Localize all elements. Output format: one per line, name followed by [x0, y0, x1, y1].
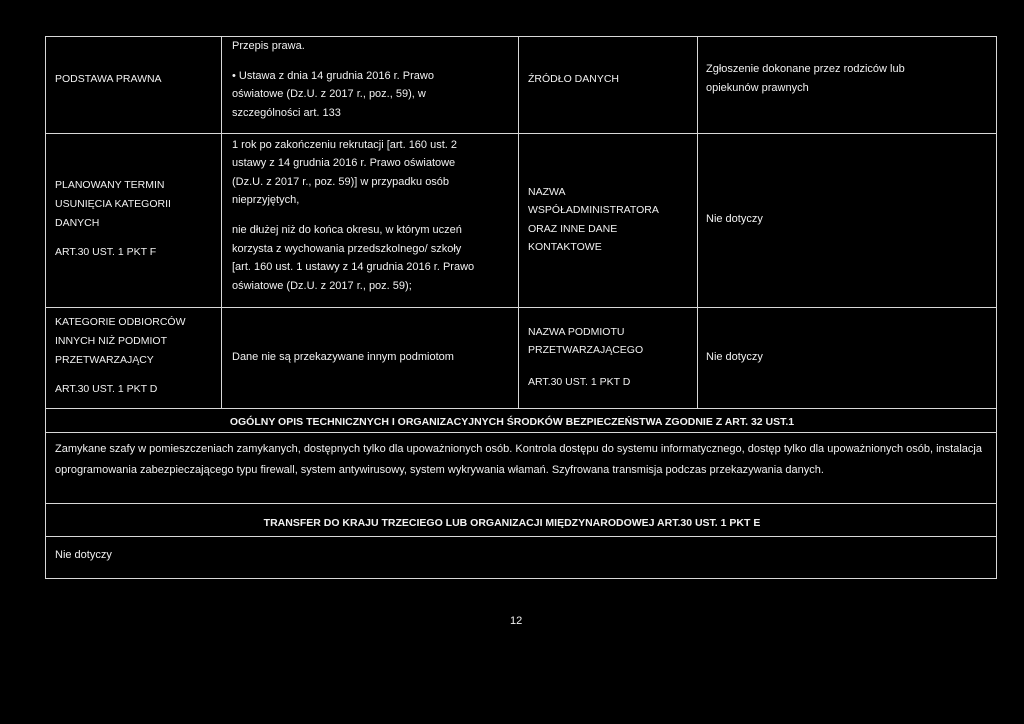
rule-top: [45, 36, 997, 37]
legal-basis-line: oświatowe (Dz.U. z 2017 r., poz., 59), w: [232, 88, 426, 100]
rule-left: [45, 36, 46, 579]
processor-label: ART.30 UST. 1 PKT D: [528, 376, 631, 388]
rule-col3: [697, 36, 698, 409]
co-admin-label: NAZWA: [528, 186, 566, 198]
transfer-heading: TRANSFER DO KRAJU TRZECIEGO LUB ORGANIZACJI MIĘDZYNARODOWEJ ART.30 UST. 1 PKT E: [263, 517, 761, 529]
deletion-term-line: ustawy z 14 grudnia 2016 r. Prawo oświatowe: [232, 157, 456, 169]
rule-row2-bottom: [45, 307, 997, 308]
deletion-term-label: DANYCH: [55, 217, 100, 229]
deletion-term-line: 1 rok po zakończeniu rekrutacji [art. 160 ust. 2: [232, 139, 458, 151]
recipients-label: INNYCH NIŻ PODMIOT: [55, 335, 167, 347]
page-number: 12: [510, 615, 523, 627]
deletion-term-line: korzysta z wychowania przedszkolnego/ szkoły: [232, 243, 462, 255]
co-admin-label: ORAZ INNE DANE: [528, 223, 618, 235]
deletion-term-label: ART.30 UST. 1 PKT F: [55, 246, 157, 258]
rule-col1: [221, 36, 222, 409]
rule-security-bottom: [45, 503, 997, 504]
co-admin-label: KONTAKTOWE: [528, 241, 602, 253]
rule-transfer-heading-bottom: [45, 536, 997, 537]
recipients-label: ART.30 UST. 1 PKT D: [55, 383, 158, 395]
data-source-line: Zgłoszenie dokonane przez rodziców lub: [706, 63, 905, 75]
processor-label: PRZETWARZAJĄCEGO: [528, 344, 644, 356]
recipients-label: PRZETWARZAJĄCY: [55, 354, 154, 366]
legal-basis-heading: Przepis prawa.: [232, 40, 305, 52]
rule-right: [996, 36, 997, 579]
deletion-term-line: nie dłużej niż do końca okresu, w którym uczeń: [232, 224, 462, 236]
processor-value: Nie dotyczy: [706, 351, 763, 363]
data-source-label: ŹRÓDŁO DANYCH: [528, 73, 620, 85]
co-admin-label: WSPÓŁADMINISTRATORA: [528, 204, 659, 216]
deletion-term-line: [art. 160 ust. 1 ustawy z 14 grudnia 2016 r. Prawo: [232, 261, 475, 273]
rule-bottom: [45, 578, 997, 579]
legal-basis-label: PODSTAWA PRAWNA: [55, 73, 162, 85]
security-description: Zamykane szafy w pomieszczeniach zamykanych, dostępnych tylko dla upoważnionych osób. Kontrola dostępu do systemu informatycznego, dostęp tylko dla upoważnionych osób, instalacja oprogramowania zabezpieczającego typu firewall, system antywirusowy, system wykrywania włamań. Szyfrowana transmisja podczas przekazywania danych.: [55, 443, 982, 476]
transfer-value: Nie dotyczy: [55, 549, 112, 561]
legal-basis-line: • Ustawa z dnia 14 grudnia 2016 r. Prawo: [232, 70, 434, 82]
rule-row1-bottom: [45, 133, 997, 134]
deletion-term-line: nieprzyjętych,: [232, 194, 300, 206]
legal-basis-line: szczególności art. 133: [232, 107, 341, 119]
processor-label: NAZWA PODMIOTU: [528, 326, 625, 338]
rule-security-heading-bottom: [45, 432, 997, 433]
deletion-term-label: PLANOWANY TERMIN: [55, 179, 165, 191]
recipients-label: KATEGORIE ODBIORCÓW: [55, 316, 186, 328]
recipients-value: Dane nie są przekazywane innym podmiotom: [232, 351, 454, 363]
co-admin-value: Nie dotyczy: [706, 213, 763, 225]
security-heading: OGÓLNY OPIS TECHNICZNYCH I ORGANIZACYJNYCH ŚRODKÓW BEZPIECZEŃSTWA ZGODNIE Z ART. 32 UST.1: [229, 416, 795, 428]
data-source-line: opiekunów prawnych: [706, 82, 809, 94]
deletion-term-line: oświatowe (Dz.U. z 2017 r., poz. 59);: [232, 280, 412, 292]
deletion-term-label: USUNIĘCIA KATEGORII: [55, 198, 171, 210]
rule-row3-bottom: [45, 408, 997, 409]
rule-col2: [518, 36, 519, 409]
deletion-term-line: (Dz.U. z 2017 r., poz. 59)] w przypadku osób: [232, 176, 450, 188]
